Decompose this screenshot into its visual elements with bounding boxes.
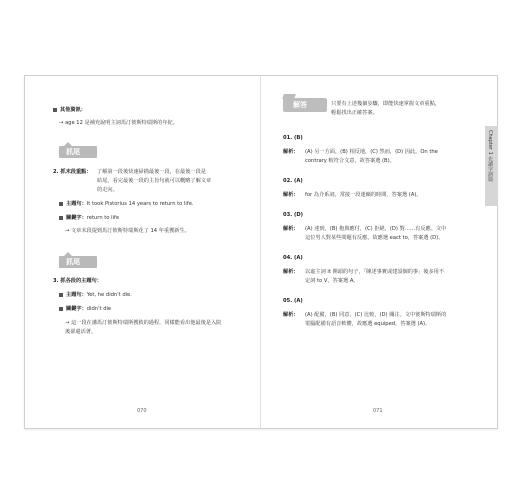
explanation-line: 定詞 to V，答案選 A。 bbox=[305, 278, 359, 284]
section3-keyword: 關鍵字：didn't die bbox=[59, 305, 111, 314]
question-number: 04. (A) bbox=[283, 255, 303, 261]
page-number-left: 070 bbox=[137, 408, 147, 414]
bullet-square-icon bbox=[59, 202, 63, 206]
bullet-square-icon bbox=[59, 216, 63, 220]
explanation-line: 電腦配備有語音軟體，故應選 equiped，答案選 (A)。 bbox=[305, 321, 431, 327]
right-page bbox=[261, 76, 497, 428]
left-page bbox=[25, 76, 260, 428]
question-number: 02. (A) bbox=[283, 178, 303, 184]
section2-body-1: 了解第一段後快速掃描最後一段，在最後一段是 bbox=[97, 169, 206, 175]
open-book-spread bbox=[24, 75, 498, 429]
explanation-line: contrary 較符合文意，故答案選 (B)。 bbox=[305, 158, 395, 164]
question-number: 01. (B) bbox=[283, 135, 303, 141]
other-info-line: → age 12 是補充說明主詞馬汀彼斯特瑞斯的年紀。 bbox=[59, 120, 178, 126]
chapter-side-tab: Chapter 1 先讀字詞篇 bbox=[485, 126, 498, 206]
explanation-label: 解析： bbox=[283, 269, 299, 275]
section2-body-2: 結尾，看完最後一段的主旨句就可以概略了解文章 bbox=[97, 178, 212, 184]
tag-nib-icon bbox=[64, 252, 72, 256]
section2-keyword: 關鍵字：return to life bbox=[59, 214, 119, 223]
question-number: 03. (D) bbox=[283, 212, 304, 218]
explanation-line: (A) 配備，(B) 同意，(C) 比較，(D) 關注。文中彼斯特瑞斯的 bbox=[305, 312, 447, 318]
section2-heading: 2. 抓末段重點： bbox=[53, 169, 92, 175]
section3-heading: 3. 抓各段的主題句： bbox=[53, 278, 102, 284]
explanation-line: for 為介系詞，常接一段連續的時間，答案選 (A)。 bbox=[305, 192, 422, 198]
section3-arrow-line-2: 後卻還活著。 bbox=[65, 329, 97, 335]
page-number-right: 071 bbox=[373, 408, 383, 414]
explanation-label: 解析： bbox=[283, 149, 299, 155]
tag-nib-icon bbox=[64, 142, 72, 146]
tag-zhuawei-1: 抓尾 bbox=[59, 146, 97, 158]
explanation-line: 以虛主詞 it 開頭的句子，「陳述事實或建設個的事」後多用不 bbox=[305, 269, 445, 275]
answer-intro-1: 只要有上述幾個步驟，即能快速掌握文章重點， bbox=[331, 101, 440, 107]
explanation-label: 解析： bbox=[283, 226, 299, 232]
explanation-line: (A) 另一方面，(B) 相反地，(C) 然而，(D) 因此。On the bbox=[305, 149, 438, 155]
bullet-square-icon bbox=[59, 307, 63, 311]
answer-intro-2: 輕鬆找出正確答案。 bbox=[331, 110, 378, 116]
explanation-line: (A) 達到，(B) 抱與應付，(C) 拒絕，(D) 對……有反應。文中 bbox=[305, 226, 447, 232]
section2-body-3: 的走向。 bbox=[97, 187, 118, 193]
bullet-square-icon bbox=[59, 293, 63, 297]
other-info-heading: 其他資訊： bbox=[53, 106, 86, 115]
section2-arrow-line: → 文章末段提到馬汀彼斯特瑞斯花了 14 年重獲新生。 bbox=[65, 228, 190, 234]
answer-tag: 解答 bbox=[283, 98, 327, 112]
question-number: 05. (A) bbox=[283, 298, 303, 304]
section3-arrow-line-1: → 這一段在講馬汀彼斯特瑞斯獲救的過程，同樣能看出他最後是入院 bbox=[65, 320, 222, 326]
explanation-line: 這位男人對某些問題有反應，故應選 eact to，答案選 (D)。 bbox=[305, 235, 444, 241]
explanation-label: 解析： bbox=[283, 312, 299, 318]
bullet-square-icon bbox=[53, 108, 57, 112]
tag-zhuawei-2: 抓尾 bbox=[59, 256, 97, 268]
section2-topic: 主題句：It took Pistorius 14 years to return to life. bbox=[59, 200, 194, 209]
section3-topic: 主題句：Yet, he didn't die. bbox=[59, 291, 132, 300]
explanation-label: 解析： bbox=[283, 192, 299, 198]
